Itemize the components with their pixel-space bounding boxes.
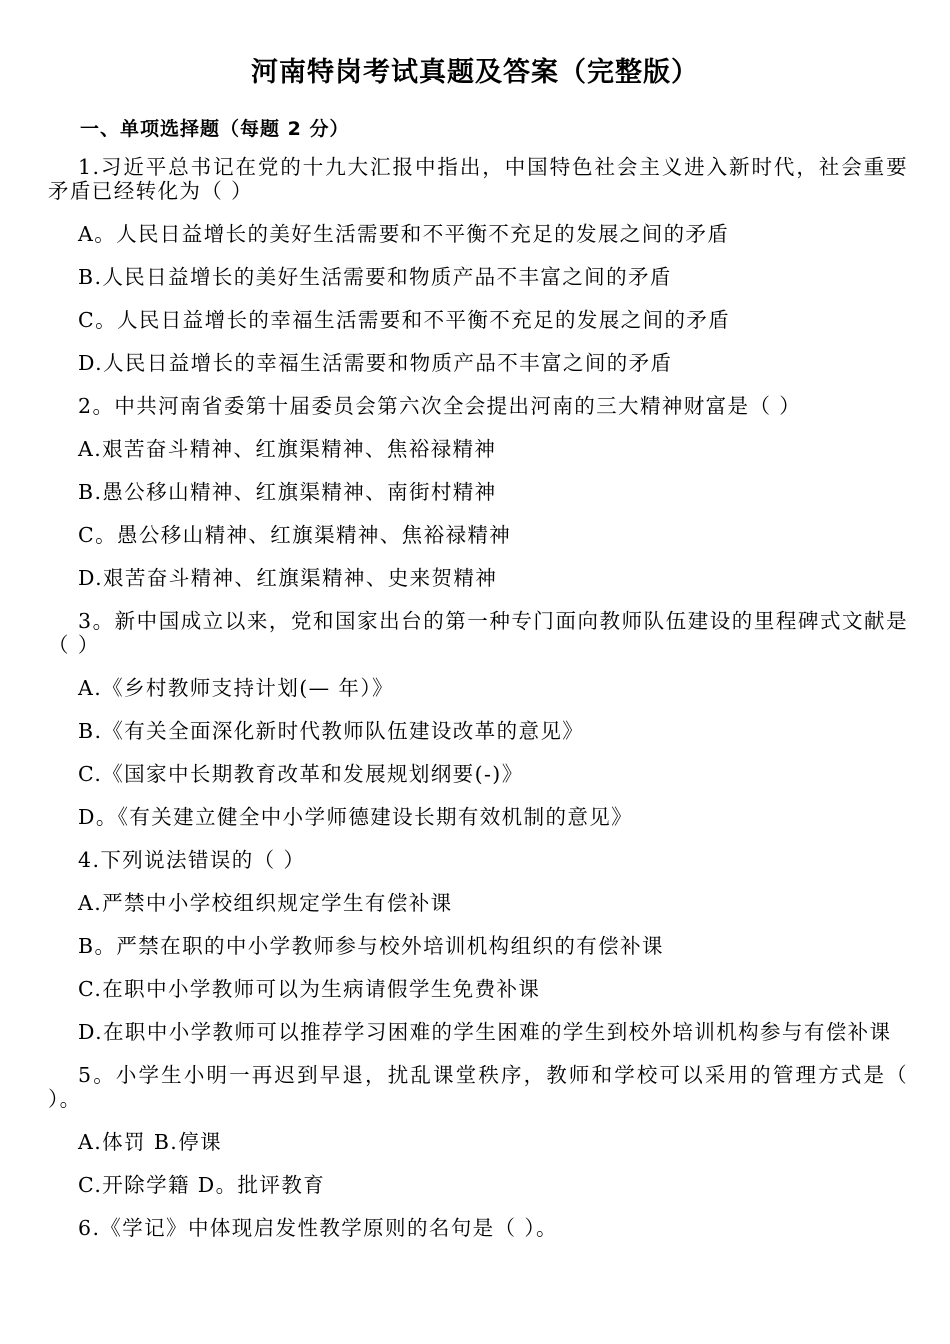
question-3-option-b: B.《有关全面深化新时代教师队伍建设改革的意见》 xyxy=(78,719,585,743)
question-2: 2。中共河南省委第十届委员会第六次全会提出河南的三大精神财富是（ ） xyxy=(78,394,802,418)
question-1: 1.习近平总书记在党的十九大汇报中指出，中国特色社会主义进入新时代，社会重要矛盾已经转化为（ ） xyxy=(48,155,908,203)
question-1-option-b: B.人民日益增长的美好生活需要和物质产品不丰富之间的矛盾 xyxy=(78,265,672,289)
question-2-option-c: C。愚公移山精神、红旗渠精神、焦裕禄精神 xyxy=(78,523,512,547)
question-3: 3。新中国成立以来，党和国家出台的第一种专门面向教师队伍建设的里程碑式文献是（ ） xyxy=(48,609,908,657)
question-5-options-ab: A.体罚 B.停课 xyxy=(78,1130,223,1154)
question-5: 5。小学生小明一再迟到早退，扰乱课堂秩序，教师和学校可以采用的管理方式是（ ）。 xyxy=(48,1063,908,1111)
question-3-option-c: C.《国家中长期教育改革和发展规划纲要(-)》 xyxy=(78,762,524,786)
question-1-option-a: A。人民日益增长的美好生活需要和不平衡不充足的发展之间的矛盾 xyxy=(78,222,730,246)
question-6: 6.《学记》中体现启发性教学原则的名句是（ ）。 xyxy=(78,1216,558,1240)
page-title: 河南特岗考试真题及答案（完整版） xyxy=(251,57,699,88)
question-4: 4.下列说法错误的（ ） xyxy=(78,848,306,872)
question-1-option-c: C。人民日益增长的幸福生活需要和不平衡不充足的发展之间的矛盾 xyxy=(78,308,731,332)
section-heading: 一、单项选择题（每题 2 分） xyxy=(80,118,350,140)
question-3-option-d: D。《有关建立健全中小学师德建设长期有效机制的意见》 xyxy=(78,805,634,829)
question-2-option-b: B.愚公移山精神、红旗渠精神、南街村精神 xyxy=(78,480,497,504)
question-3-option-a: A.《乡村教师支持计划(— 年）》 xyxy=(78,676,394,700)
question-4-option-d: D.在职中小学教师可以推荐学习困难的学生困难的学生到校外培训机构参与有偿补课 xyxy=(78,1020,892,1044)
question-4-option-c: C.在职中小学教师可以为生病请假学生免费补课 xyxy=(78,977,541,1001)
question-1-option-d: D.人民日益增长的幸福生活需要和物质产品不丰富之间的矛盾 xyxy=(78,351,673,375)
question-2-option-a: A.艰苦奋斗精神、红旗渠精神、焦裕禄精神 xyxy=(78,437,497,461)
document-body xyxy=(48,155,908,1259)
question-4-option-a: A.严禁中小学校组织规定学生有偿补课 xyxy=(78,891,453,915)
question-5-options-cd: C.开除学籍 D。批评教育 xyxy=(78,1173,326,1197)
question-2-option-d: D.艰苦奋斗精神、红旗渠精神、史来贺精神 xyxy=(78,566,498,590)
question-4-option-b: B。严禁在职的中小学教师参与校外培训机构组织的有偿补课 xyxy=(78,934,664,958)
